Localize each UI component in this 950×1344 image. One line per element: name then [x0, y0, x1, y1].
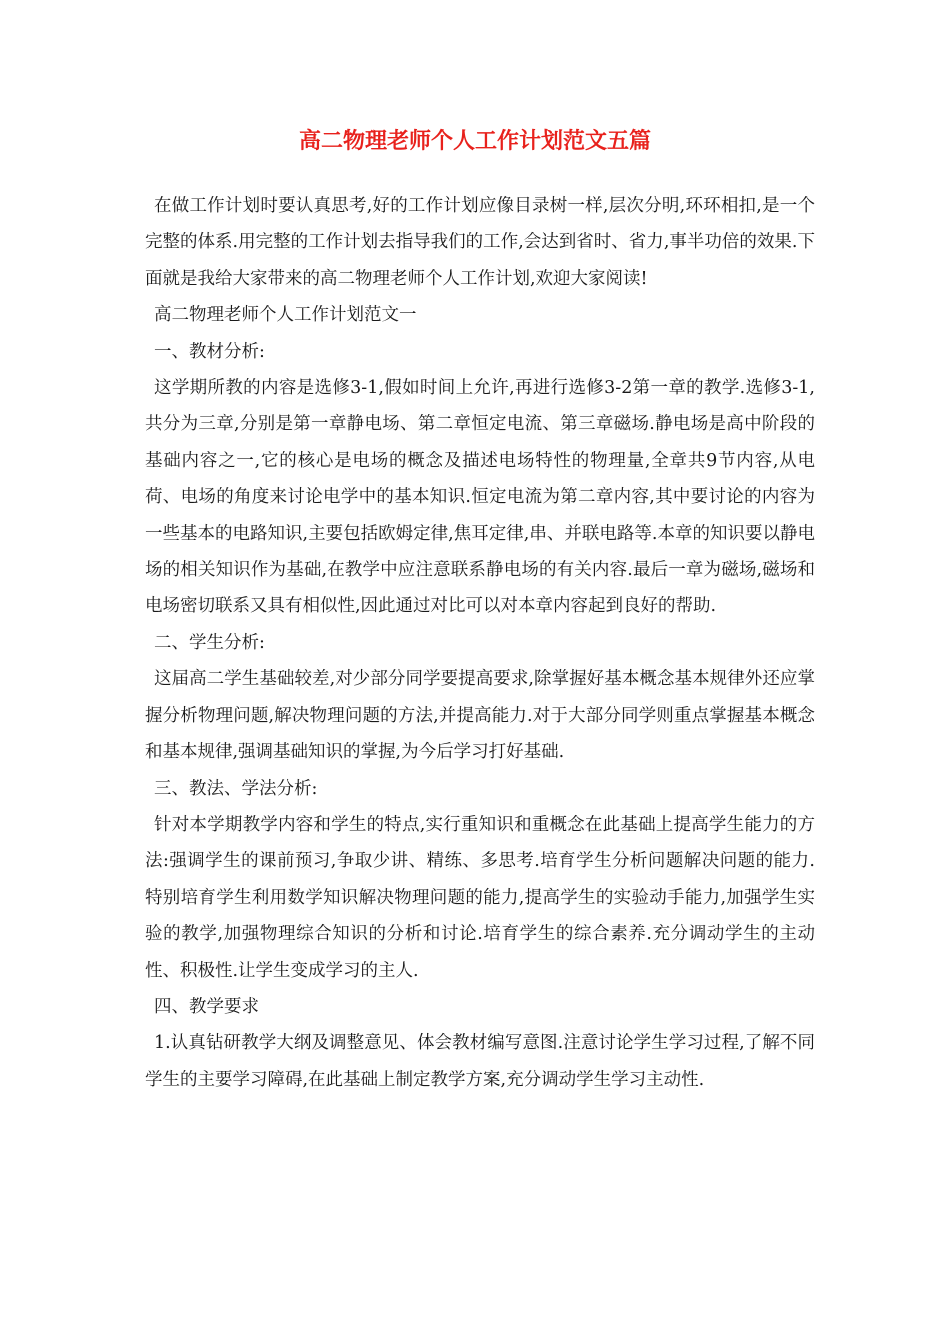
document-title: 高二物理老师个人工作计划范文五篇	[298, 128, 651, 154]
method-analysis-paragraph: 针对本学期教学内容和学生的特点,实行重知识和重概念在此基础上提高学生能力的方法:强调学生的课前预习,争取少讲、精练、多思考.培育学生分析问题解决问题的能力.特别培育学生利用数学知识解决物理问题的能力,提高学生的实验动手能力,加强学生实验的教学,加强物理综合知识的分析和讨论.培育学生的综合素养.充分调动学生的主动性、积极性.让学生变成学习的主人.	[145, 814, 815, 981]
student-analysis-paragraph: 这届高二学生基础较差,对少部分同学要提高要求,除掌握好基本概念基本规律外还应掌握分析物理问题,解决物理问题的方法,并提高能力.对于大部分同学则重点掌握基本概念和基本规律,强调基础知识的掌握,为今后学习打好基础.	[145, 669, 815, 763]
teaching-requirement-item: 1.认真钻研教学大纲及调整意见、体会教材编写意图.注意讨论学生学习过程,了解不同学生的主要学习障碍,在此基础上制定教学方案,充分调动学生学习主动性.	[145, 1033, 815, 1090]
section-heading-method-analysis: 三、教法、学法分析:	[154, 778, 318, 799]
section-heading-plan-one: 高二物理老师个人工作计划范文一	[154, 305, 417, 326]
section-heading-textbook-analysis: 一、教材分析:	[154, 341, 265, 362]
textbook-analysis-paragraph: 这学期所教的内容是选修3-1,假如时间上允许,再进行选修3-2第一章的教学.选修3-1,共分为三章,分别是第一章静电场、第二章恒定电流、第三章磁场.静电场是高中阶段的基础内容之一,它的核心是电场的概念及描述电场特性的物理量,全章共9节内容,从电荷、电场的角度来讨论电学中的基本知识.恒定电流为第二章内容,其中要讨论的内容为一些基本的电路知识,主要包括欧姆定律,焦耳定律,串、并联电路等.本章的知识要以静电场的相关知识作为基础,在教学中应注意联系静电场的有关内容.最后一章为磁场,磁场和电场密切联系又具有相似性,因此通过对比可以对本章内容起到良好的帮助.	[145, 378, 815, 617]
section-heading-teaching-requirements: 四、教学要求	[154, 996, 259, 1017]
section-heading-student-analysis: 二、学生分析:	[154, 632, 265, 653]
intro-paragraph: 在做工作计划时要认真思考,好的工作计划应像目录树一样,层次分明,环环相扣,是一个完整的体系.用完整的工作计划去指导我们的工作,会达到省时、省力,事半功倍的效果.下面就是我给大家带来的高二物理老师个人工作计划,欢迎大家阅读!	[145, 196, 815, 289]
document-body	[145, 188, 815, 1098]
